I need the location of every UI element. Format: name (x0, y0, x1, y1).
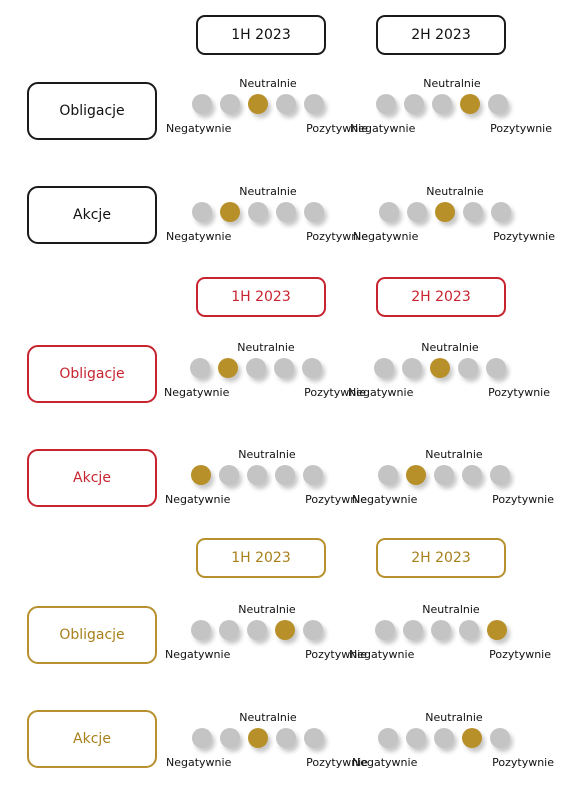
sentiment-dot (404, 94, 424, 114)
period-header-1h: 1H 2023 (196, 538, 326, 578)
sentiment-dot (248, 202, 268, 222)
sentiment-dot (219, 465, 239, 485)
neutral-label: Neutralnie (239, 185, 297, 198)
active-sentiment-dot (248, 728, 268, 748)
sentiment-dot (459, 620, 479, 640)
row-label-obligacje: Obligacje (27, 606, 157, 664)
sentiment-dot (303, 465, 323, 485)
sentiment-scale (166, 711, 368, 801)
sentiment-dot (490, 728, 510, 748)
sentiment-dot (247, 465, 267, 485)
row-label-obligacje: Obligacje (27, 345, 157, 403)
neutral-label: Neutralnie (426, 185, 484, 198)
dot-row (192, 728, 324, 748)
sentiment-dot (304, 728, 324, 748)
sentiment-dot (488, 94, 508, 114)
active-sentiment-dot (406, 465, 426, 485)
sentiment-dot (458, 358, 478, 378)
sentiment-scale (165, 603, 367, 693)
negative-label: Negatywnie (353, 230, 419, 243)
active-sentiment-dot (435, 202, 455, 222)
sentiment-dot (276, 728, 296, 748)
sentiment-scale (166, 77, 368, 167)
active-sentiment-dot (460, 94, 480, 114)
sentiment-dot (191, 620, 211, 640)
period-header-2h: 2H 2023 (376, 15, 506, 55)
sentiment-dot (463, 202, 483, 222)
sentiment-dot (275, 465, 295, 485)
neutral-label: Neutralnie (239, 77, 297, 90)
negative-label: Negatywnie (348, 386, 414, 399)
dot-row (192, 202, 324, 222)
sentiment-scale (165, 448, 367, 538)
active-sentiment-dot (220, 202, 240, 222)
sentiment-dot (192, 202, 212, 222)
negative-label: Negatywnie (164, 386, 230, 399)
sentiment-dot (274, 358, 294, 378)
dot-row (191, 620, 323, 640)
dot-row (378, 728, 510, 748)
sentiment-dot (376, 94, 396, 114)
sentiment-dot (219, 620, 239, 640)
sentiment-dot (431, 620, 451, 640)
sentiment-dot (276, 94, 296, 114)
sentiment-dot (302, 358, 322, 378)
sentiment-dot (247, 620, 267, 640)
sentiment-dot (379, 202, 399, 222)
neutral-label: Neutralnie (421, 341, 479, 354)
negative-label: Negatywnie (166, 230, 232, 243)
active-sentiment-dot (487, 620, 507, 640)
sentiment-dot (402, 358, 422, 378)
sentiment-scale (353, 185, 555, 275)
negative-label: Negatywnie (165, 648, 231, 661)
active-sentiment-dot (275, 620, 295, 640)
sentiment-dot (462, 465, 482, 485)
sentiment-dot (276, 202, 296, 222)
active-sentiment-dot (430, 358, 450, 378)
row-label-obligacje: Obligacje (27, 82, 157, 140)
neutral-label: Neutralnie (425, 711, 483, 724)
positive-label: Pozytywnie (490, 122, 552, 135)
dot-row (376, 94, 508, 114)
neutral-label: Neutralnie (238, 603, 296, 616)
positive-label: Pozytywnie (306, 756, 368, 769)
dot-row (190, 358, 322, 378)
negative-label: Negatywnie (349, 648, 415, 661)
dot-row (192, 94, 324, 114)
sentiment-dot (246, 358, 266, 378)
period-header-1h: 1H 2023 (196, 15, 326, 55)
neutral-label: Neutralnie (237, 341, 295, 354)
dot-row (379, 202, 511, 222)
period-header-2h: 2H 2023 (376, 277, 506, 317)
neutral-label: Neutralnie (238, 448, 296, 461)
active-sentiment-dot (218, 358, 238, 378)
neutral-label: Neutralnie (422, 603, 480, 616)
positive-label: Pozytywnie (492, 493, 554, 506)
sentiment-dot (303, 620, 323, 640)
negative-label: Negatywnie (350, 122, 416, 135)
positive-label: Pozytywnie (493, 230, 555, 243)
row-label-akcje: Akcje (27, 710, 157, 768)
positive-label: Pozytywnie (306, 230, 368, 243)
sentiment-scale (350, 77, 552, 167)
positive-label: Pozytywnie (488, 386, 550, 399)
sentiment-dot (432, 94, 452, 114)
sentiment-dot (378, 465, 398, 485)
period-header-1h: 1H 2023 (196, 277, 326, 317)
sentiment-dot (407, 202, 427, 222)
dot-row (191, 465, 323, 485)
sentiment-scale (352, 711, 554, 801)
negative-label: Negatywnie (352, 493, 418, 506)
negative-label: Negatywnie (166, 756, 232, 769)
sentiment-dot (406, 728, 426, 748)
sentiment-dot (220, 94, 240, 114)
positive-label: Pozytywnie (304, 386, 366, 399)
active-sentiment-dot (191, 465, 211, 485)
positive-label: Pozytywnie (489, 648, 551, 661)
sentiment-scale (352, 448, 554, 538)
neutral-label: Neutralnie (423, 77, 481, 90)
positive-label: Pozytywnie (306, 122, 368, 135)
sentiment-scale (349, 603, 551, 693)
sentiment-dot (374, 358, 394, 378)
neutral-label: Neutralnie (425, 448, 483, 461)
positive-label: Pozytywnie (305, 648, 367, 661)
active-sentiment-dot (462, 728, 482, 748)
row-label-akcje: Akcje (27, 186, 157, 244)
negative-label: Negatywnie (352, 756, 418, 769)
dot-row (378, 465, 510, 485)
period-header-2h: 2H 2023 (376, 538, 506, 578)
sentiment-dot (378, 728, 398, 748)
sentiment-dot (490, 465, 510, 485)
active-sentiment-dot (248, 94, 268, 114)
sentiment-dot (375, 620, 395, 640)
sentiment-scale (164, 341, 366, 431)
sentiment-dot (304, 202, 324, 222)
sentiment-dot (491, 202, 511, 222)
dot-row (375, 620, 507, 640)
row-label-akcje: Akcje (27, 449, 157, 507)
sentiment-dot (486, 358, 506, 378)
sentiment-dot (434, 465, 454, 485)
sentiment-dot (192, 94, 212, 114)
negative-label: Negatywnie (166, 122, 232, 135)
sentiment-dot (190, 358, 210, 378)
positive-label: Pozytywnie (492, 756, 554, 769)
sentiment-dot (192, 728, 212, 748)
sentiment-dot (403, 620, 423, 640)
sentiment-scale (166, 185, 368, 275)
neutral-label: Neutralnie (239, 711, 297, 724)
sentiment-dot (434, 728, 454, 748)
dot-row (374, 358, 506, 378)
positive-label: Pozytywnie (305, 493, 367, 506)
sentiment-dot (220, 728, 240, 748)
sentiment-dot (304, 94, 324, 114)
sentiment-scale (348, 341, 550, 431)
negative-label: Negatywnie (165, 493, 231, 506)
